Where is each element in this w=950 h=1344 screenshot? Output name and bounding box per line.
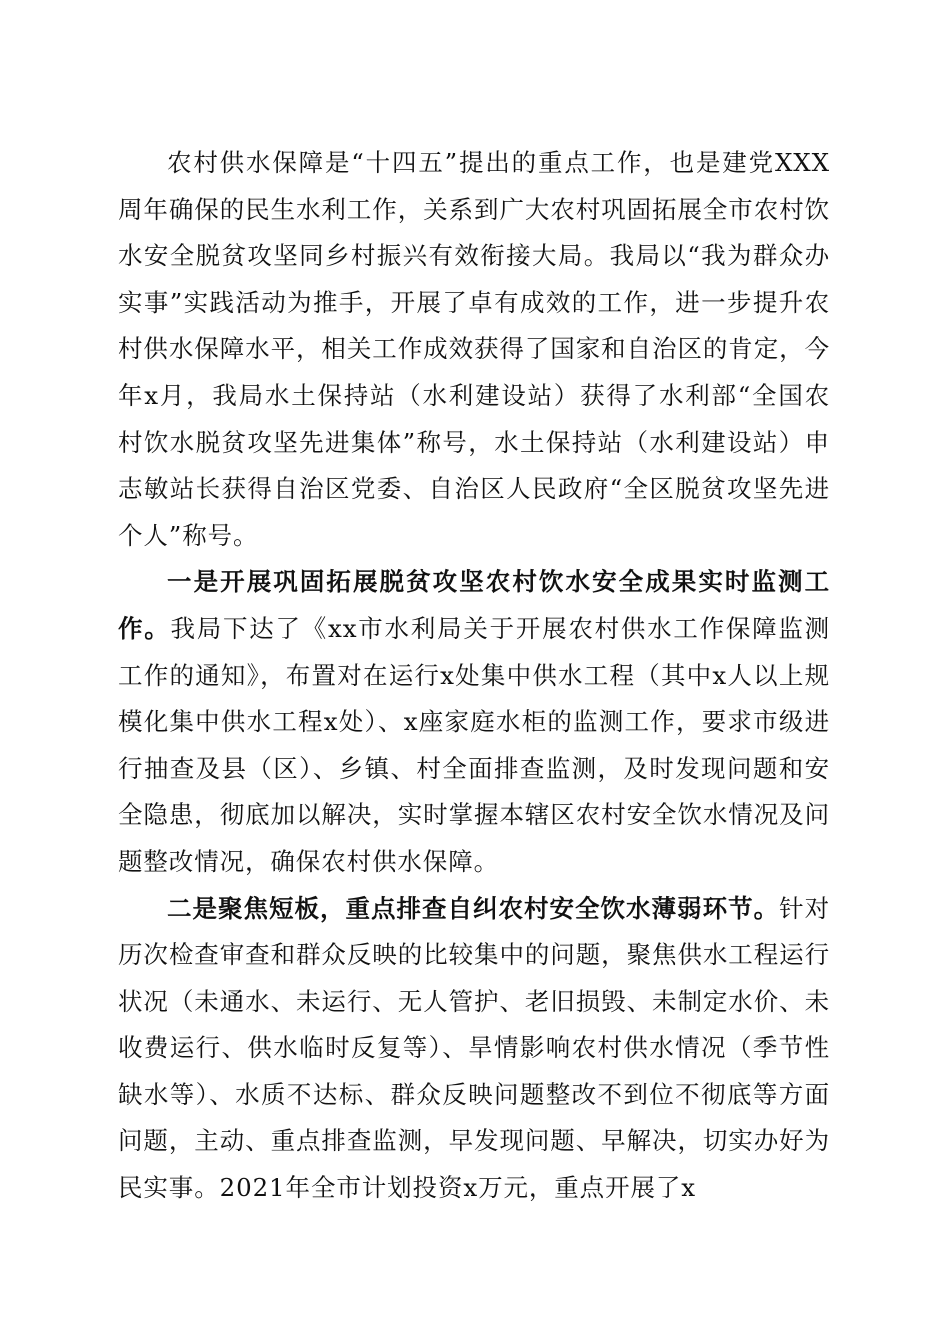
paragraph-weak-links-text: 针对历次检查审查和群众反映的比较集中的问题，聚焦供水工程运行状况（未通水、未运行、无人管护、老旧损毁、未制定水价、未收费运行、供水临时反复等）、旱情影响农村供水情况（季节性缺水等）、水质不达标、群众反映问题整改不到位不彻底等方面问题，主动、重点排查监测，早发现问题、早解决，切实办好为民实事。2021年全市计划投资x万元，重点开展了x	[118, 893, 830, 1203]
paragraph-monitoring-heading: 一是开展巩固拓展脱贫攻坚农村饮水安全成果实时监测工作。	[118, 567, 830, 643]
paragraph-weak-links-heading: 二是聚焦短板，重点排查自纠农村安全饮水薄弱环节。	[167, 893, 780, 923]
paragraph-intro	[118, 140, 830, 559]
paragraph-monitoring-text: 我局下达了《xx市水利局关于开展农村供水工作保障监测工作的通知》，布置对在运行x处集中供水工程（其中x人以上规模化集中供水工程x处）、x座家庭水柜的监测工作，要求市级进行抽查及县（区）、乡镇、村全面排查监测，及时发现问题和安全隐患，彻底加以解决，实时掌握本辖区农村安全饮水情况及问题整改情况，确保农村供水保障。	[118, 613, 830, 876]
document-body	[118, 140, 830, 1212]
paragraph-intro-text: 农村供水保障是“十四五”提出的重点工作，也是建党XXX周年确保的民生水利工作，关系到广大农村巩固拓展全市农村饮水安全脱贫攻坚同乡村振兴有效衔接大局。我局以“我为群众办实事”实践活动为推手，开展了卓有成效的工作，进一步提升农村供水保障水平，相关工作成效获得了国家和自治区的肯定，今年x月，我局水土保持站（水利建设站）获得了水利部“全国农村饮水脱贫攻坚先进集体”称号，水土保持站（水利建设站）申志敏站长获得自治区党委、自治区人民政府“全区脱贫攻坚先进个人”称号。	[118, 148, 830, 550]
paragraph-monitoring	[118, 559, 830, 885]
paragraph-weak-links	[118, 886, 830, 1212]
